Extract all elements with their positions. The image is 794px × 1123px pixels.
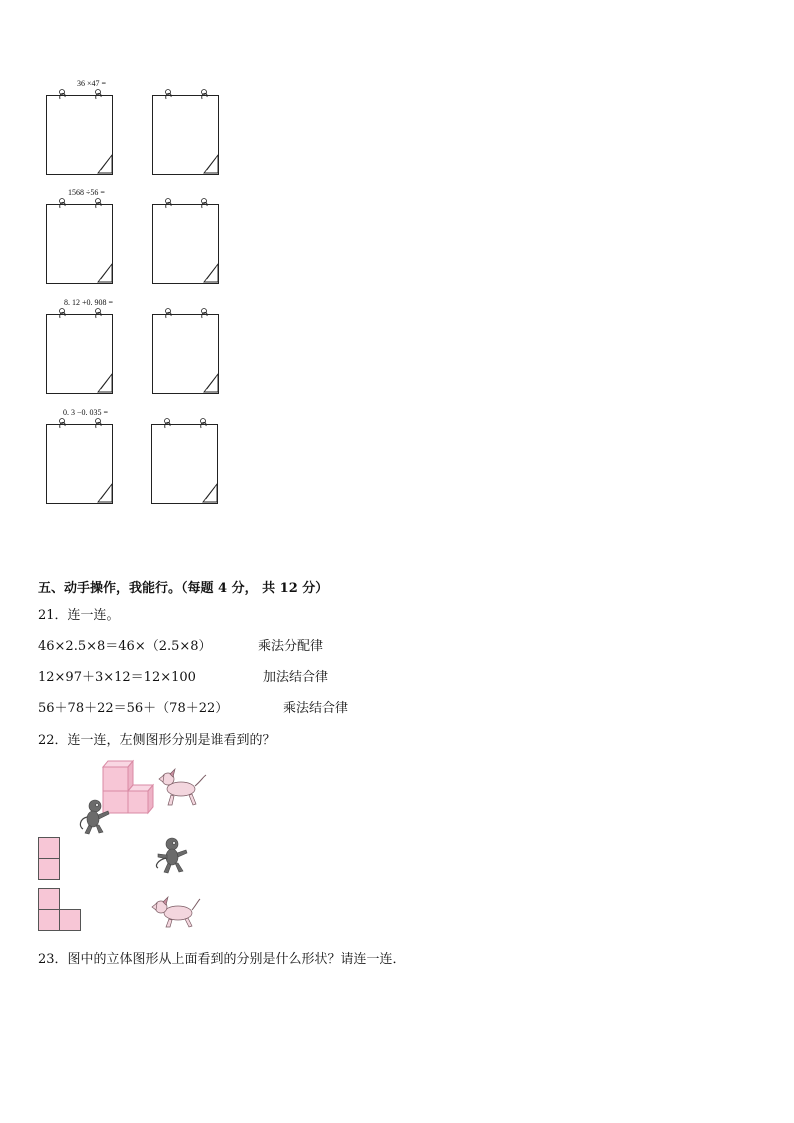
- dog-icon: [159, 769, 206, 805]
- notepad-check-3[interactable]: [152, 314, 219, 394]
- q21-title: 21．连一连。: [38, 608, 120, 623]
- q21-right-item-3[interactable]: 乘法结合律: [283, 701, 349, 716]
- notepad-vertical-4[interactable]: [46, 424, 113, 504]
- q22-view-2[interactable]: [38, 888, 84, 932]
- calc-expression-2: 1568 ÷56 =: [68, 188, 105, 197]
- q21-right-item-2[interactable]: 加法结合律: [263, 670, 329, 685]
- section-5-title: 五、动手操作，我能行。（每题 4 分， 共 12 分）: [38, 581, 329, 596]
- q22-title: 22．连一连，左侧图形分别是谁看到的？: [38, 733, 276, 748]
- notepad-check-2[interactable]: [152, 204, 219, 284]
- notepad-icon: [151, 414, 218, 504]
- q21-left-item-1[interactable]: 46×2.5×8＝46×（2.5×8）: [38, 639, 212, 654]
- notepad-check-4[interactable]: [151, 424, 218, 504]
- q22-view-1[interactable]: [38, 837, 62, 881]
- calc-expression-4: 0. 3 −0. 035 =: [63, 408, 109, 417]
- q21-left-item-2[interactable]: 12×97＋3×12＝12×100: [38, 670, 196, 685]
- monkey-icon: [156, 838, 187, 873]
- notepad-icon: [152, 194, 219, 284]
- notepad-icon: [46, 85, 113, 175]
- q22-observer-monkey[interactable]: [150, 836, 192, 876]
- q21-right-item-1[interactable]: 乘法分配律: [258, 639, 324, 654]
- notepad-icon: [46, 194, 113, 284]
- calc-expression-1: 36 ×47 =: [77, 79, 107, 88]
- q23-title: 23．图中的立体图形从上面看到的分别是什么形状？请连一连．: [38, 952, 406, 967]
- notepad-icon: [46, 304, 113, 394]
- notepad-vertical-3[interactable]: [46, 314, 113, 394]
- dog-icon: [152, 897, 200, 927]
- notepad-icon: [46, 414, 113, 504]
- q22-observer-dog[interactable]: [150, 893, 202, 929]
- notepad-check-1[interactable]: [152, 95, 219, 175]
- q22-scene: [75, 755, 215, 840]
- notepad-icon: [152, 85, 219, 175]
- notepad-icon: [152, 304, 219, 394]
- notepad-vertical-2[interactable]: [46, 204, 113, 284]
- q21-left-item-3[interactable]: 56＋78＋22＝56＋（78＋22）: [38, 701, 229, 716]
- notepad-vertical-1[interactable]: [46, 95, 113, 175]
- cube-stack-icon: [103, 761, 153, 813]
- calc-expression-3: 8. 12 +0. 908 =: [64, 298, 114, 307]
